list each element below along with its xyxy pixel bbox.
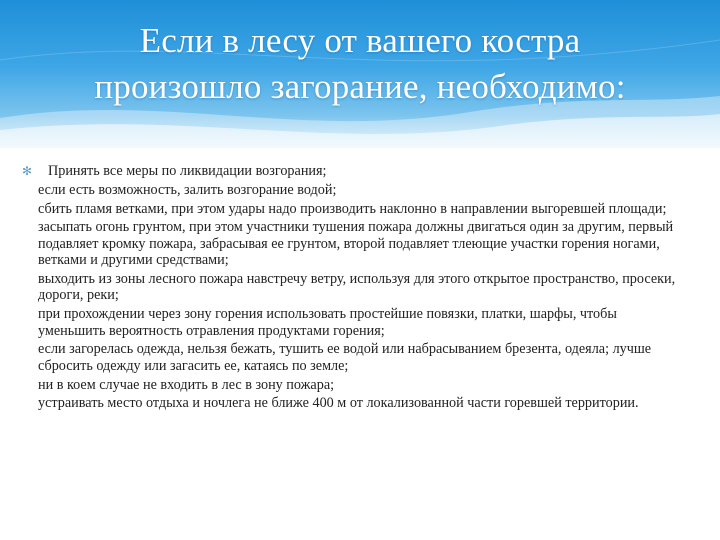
slide-title-line-2: произошло загорание, необходимо: bbox=[94, 67, 626, 106]
list-item: если есть возможность, залить возгорание водой; bbox=[38, 181, 337, 198]
list-item: засыпать огонь грунтом, при этом участники тушения пожара должны двигаться один за другим, первый подавляет кромку пожара, забрасывая ее грунтом, второй подавляет тлеющие участки горения ногами, ветками и другими средствами; bbox=[38, 219, 674, 269]
list-item: сбить пламя ветками, при этом удары надо производить наклонно в направлении выгоревшей площади; bbox=[38, 200, 667, 217]
list-item-text: Принять все меры по ликвидации возгорания; bbox=[48, 163, 327, 179]
title-banner bbox=[0, 0, 720, 148]
slide-title bbox=[0, 18, 720, 110]
list-item bbox=[22, 163, 678, 179]
list-item: устраивать место отдыха и ночлега не ближе 400 м от локализованной части горевшей территории. bbox=[38, 395, 639, 412]
instructions-list bbox=[22, 163, 678, 414]
asterisk-bullet-icon: ✻ bbox=[22, 164, 33, 178]
list-item: выходить из зоны лесного пожара навстречу ветру, используя для этого открытое пространство, просеки, дороги, реки; bbox=[38, 271, 676, 304]
list-item: при прохождении через зону горения использовать простейшие повязки, платки, шарфы, чтобы уменьшить вероятность отравления продуктами горения; bbox=[38, 306, 617, 339]
slide-title-line-1: Если в лесу от вашего костра bbox=[139, 21, 581, 60]
list-item: если загорелась одежда, нельзя бежать, тушить ее водой или набрасыванием брезента, одеяла; лучше сбросить одежду или загасить ее, катаясь по земле; bbox=[38, 341, 652, 374]
list-item: ни в коем случае не входить в лес в зону пожара; bbox=[38, 376, 335, 393]
